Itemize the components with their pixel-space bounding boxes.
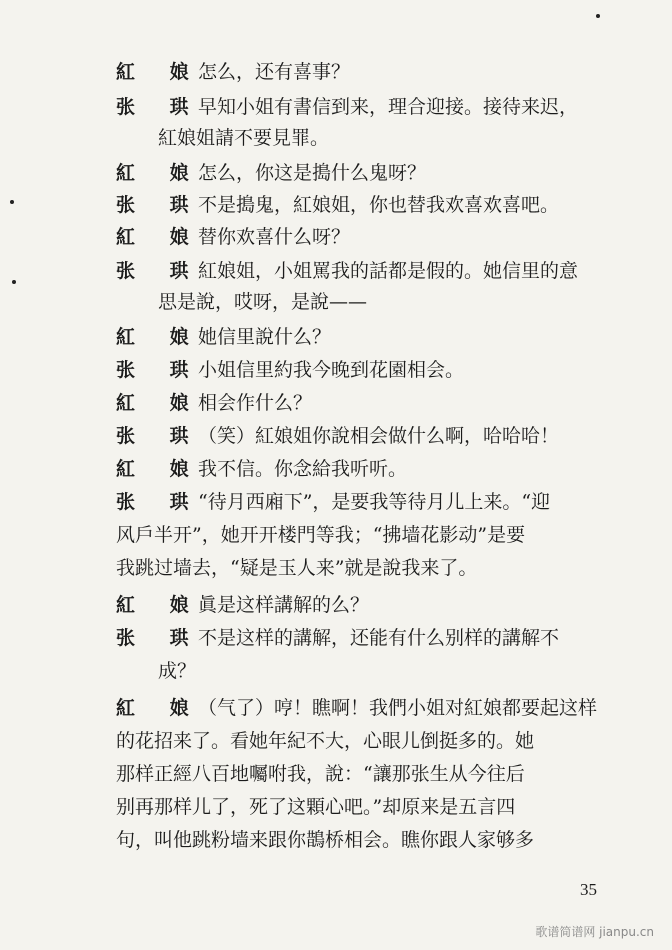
dialogue-text: 那样正經八百地囑咐我，說：“讓那张生从今往后 bbox=[116, 763, 525, 785]
dialogue-text: 句，叫他跳粉墙来跟你鵲桥相会。瞧你跟人家够多 bbox=[116, 829, 535, 851]
page-number: 35 bbox=[580, 880, 597, 899]
dialogue-text: 的花招来了。看她年紀不大，心眼儿倒挺多的。她 bbox=[116, 730, 535, 752]
dialogue-text: 成？ bbox=[158, 660, 197, 682]
dialogue-text: 紅娘姐請不要見罪。 bbox=[158, 127, 330, 149]
dialogue-text: 不是这样的講解，还能有什么别样的講解不 bbox=[198, 627, 560, 649]
speaker-name: 紅 娘 bbox=[116, 697, 203, 719]
dialogue-text: 相会作什么？ bbox=[198, 392, 313, 414]
dialogue-text: 早知小姐有書信到来，理合迎接。接待来迟， bbox=[198, 96, 579, 118]
ink-speck bbox=[10, 200, 14, 204]
dialogue-text: 怎么，你这是搗什么鬼呀？ bbox=[198, 162, 427, 184]
dialogue-text: 替你欢喜什么呀？ bbox=[198, 226, 351, 248]
speaker-name: 张 珙 bbox=[116, 425, 203, 447]
dialogue-text: 风戶半开”，她开开楼門等我；“拂墙花影动”是要 bbox=[116, 524, 526, 546]
watermark: 歌谱简谱网 jianpu.cn bbox=[535, 925, 654, 939]
dialogue-text: 我跳过墙去，“疑是玉人来”就是說我来了。 bbox=[116, 557, 478, 579]
speaker-name: 紅 娘 bbox=[116, 61, 203, 83]
dialogue-text: 怎么，还有喜事？ bbox=[198, 61, 351, 83]
ink-speck bbox=[12, 280, 16, 284]
speaker-name: 紅 娘 bbox=[116, 226, 203, 248]
dialogue-text: （气了）哼！瞧啊！我們小姐对紅娘都要起这样 bbox=[198, 697, 598, 719]
speaker-name: 紅 娘 bbox=[116, 392, 203, 414]
speaker-name: 紅 娘 bbox=[116, 162, 203, 184]
speaker-name: 张 珙 bbox=[116, 194, 203, 216]
speaker-name: 张 珙 bbox=[116, 491, 203, 513]
speaker-name: 紅 娘 bbox=[116, 594, 203, 616]
dialogue-text: （笑）紅娘姐你說相会做什么啊，哈哈哈！ bbox=[198, 425, 560, 447]
speaker-name: 张 珙 bbox=[116, 96, 203, 118]
dialogue-text: 紅娘姐，小姐罵我的話都是假的。她信里的意 bbox=[198, 260, 579, 282]
dialogue-text: 她信里說什么？ bbox=[198, 326, 332, 348]
dialogue-text: 眞是这样講解的么？ bbox=[198, 594, 370, 616]
speaker-name: 紅 娘 bbox=[116, 326, 203, 348]
speaker-name: 张 珙 bbox=[116, 359, 203, 381]
dialogue-text: 不是搗鬼，紅娘姐，你也替我欢喜欢喜吧。 bbox=[198, 194, 560, 216]
dialogue-text: “待月西廂下”，是要我等待月儿上来。“迎 bbox=[198, 491, 551, 513]
dialogue-text: 别再那样儿了，死了这顆心吧。”却原来是五言四 bbox=[116, 796, 516, 818]
dialogue-text: 思是說，哎呀，是說—— bbox=[158, 291, 368, 313]
speaker-name: 紅 娘 bbox=[116, 458, 203, 480]
speaker-name: 张 珙 bbox=[116, 260, 203, 282]
dialogue-text: 我不信。你念給我听听。 bbox=[198, 458, 408, 480]
speaker-name: 张 珙 bbox=[116, 627, 203, 649]
dialogue-text: 小姐信里約我今晚到花園相会。 bbox=[198, 359, 465, 381]
ink-speck bbox=[596, 14, 600, 18]
